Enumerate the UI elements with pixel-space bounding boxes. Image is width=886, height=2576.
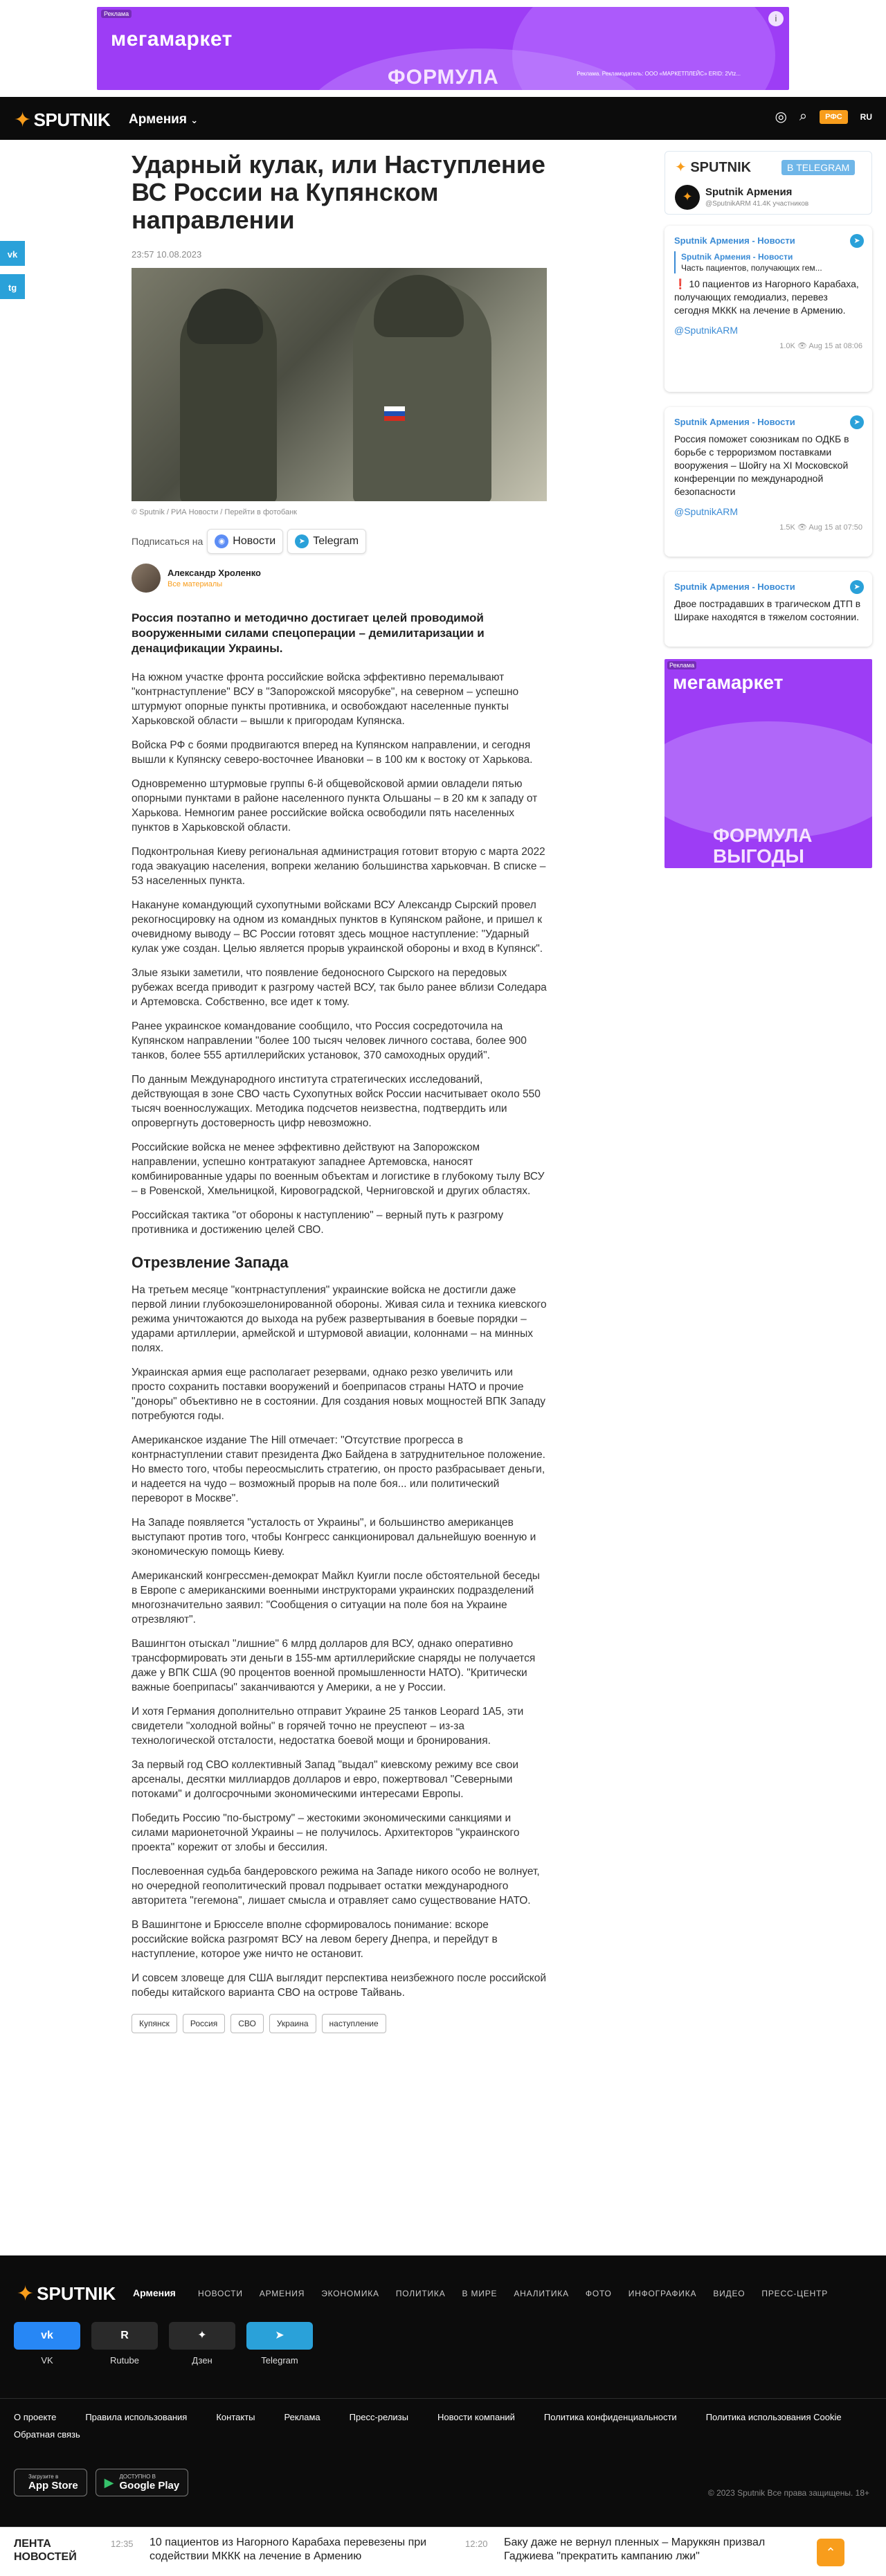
flag-patch <box>384 406 405 421</box>
footer-nav-item[interactable]: В МИРЕ <box>462 2289 498 2298</box>
article-paragraph: Подконтрольная Киеву региональная администрация готовит вторую с марта 2022 года эвакуацию населения, вопреки желанию большинства харьковчан. В списке – 53 населенных пункта. <box>132 846 546 887</box>
article-date: 23:57 10.08.2023 <box>132 249 202 260</box>
footer-apps <box>14 2322 313 2366</box>
footer-nav-item[interactable]: АНАЛИТИКА <box>514 2289 569 2298</box>
ad-label: Реклама <box>101 10 132 18</box>
article-paragraph: На Западе появляется "усталость от Украины", и большинство американцев выступают против того, чтобы Конгресс санкционировал дальнейшую военную и экономическую помощь Киеву. <box>132 1517 536 1558</box>
article-subheading: Отрезвление Запада <box>132 1254 289 1271</box>
article-paragraph: Послевоенная судьба бандеровского режима на Западе никого особо не волнует, но очередной геополитический провал подрывает остатки международного авторитета "гегемона", лишает смысла и отравляет само существование НАТО. <box>132 1866 540 1907</box>
channel-avatar: ✦ <box>675 185 700 210</box>
post-reply-quote <box>674 251 862 273</box>
site-logo[interactable] <box>14 109 110 131</box>
news-ticker <box>0 2527 886 2576</box>
telegram-icon: ➤ <box>850 234 864 248</box>
subscribe-telegram-button[interactable] <box>287 529 366 554</box>
tag-link[interactable]: СВО <box>230 2014 264 2033</box>
post-meta: 1.5K 👁 Aug 15 at 07:50 <box>779 523 862 532</box>
telegram-widget-header[interactable] <box>664 151 872 215</box>
ad-legal: Реклама. Рекламодатель: ООО «МАРКЕТПЛЕЙС» ERID: 2Vtz... <box>577 71 741 77</box>
post-meta: 1.0K 👁 Aug 15 at 08:06 <box>779 342 862 350</box>
footer-nav-item[interactable]: ВИДЕО <box>713 2289 745 2298</box>
quote-title: Sputnik Армения - Новости <box>681 252 793 262</box>
sputnik-star-icon: ✦ <box>14 108 31 132</box>
ticker-time: 12:35 <box>111 2539 134 2549</box>
subscribe-label: Подписаться на <box>132 536 204 547</box>
footer-link[interactable]: Новости компаний <box>437 2412 515 2422</box>
podcast-icon[interactable]: ◎ <box>775 109 787 125</box>
ticker-label-line: ЛЕНТА <box>14 2538 51 2550</box>
widget-logo <box>675 159 751 176</box>
vk-icon: vk <box>7 249 18 260</box>
app-label: Дзен <box>192 2355 213 2366</box>
post-text: ❗ 10 пациентов из Нагорного Карабаха, получающих гемодиализ, перевез сегодня МККК на лечение в Армению. <box>674 278 859 316</box>
post-channel[interactable]: Sputnik Армения - Новости <box>674 582 795 592</box>
post-channel[interactable]: Sputnik Армения - Новости <box>674 417 795 427</box>
footer-logo-text: SPUTNIK <box>37 2283 116 2304</box>
google-play-badge[interactable] <box>96 2469 189 2496</box>
gplay-small-label: ДОСТУПНО В <box>119 2474 156 2480</box>
widget-logo-text: SPUTNIK <box>690 160 752 175</box>
article-photo[interactable] <box>132 268 547 501</box>
footer-nav-item[interactable]: ИНФОГРАФИКА <box>628 2289 697 2298</box>
sidebar <box>664 151 872 215</box>
author-name[interactable]: Александр Хроленко <box>168 568 261 578</box>
footer-link[interactable]: Контакты <box>216 2412 255 2422</box>
region-selector[interactable] <box>129 112 198 127</box>
top-ad-banner[interactable] <box>97 7 789 90</box>
app-store-badge[interactable] <box>14 2469 87 2496</box>
subscribe-bar <box>132 529 547 554</box>
article-paragraph: Одновременно штурмовые группы 6-й общевойсковой армии овладели пятью опорными пунктами в районе населенного пункта Ольшаны – в 20 км к западу от Харькова. Немногим ранее российские войска освободили пять населенных пунктов в Харьковской области. <box>132 778 538 834</box>
footer-nav-item[interactable]: ФОТО <box>585 2289 612 2298</box>
article-paragraph: Украинская армия еще располагает резервами, однако резко увеличить или просто сохранить поставки вооружений и боеприпасов страны НАТО и прочие "доноры" объективно не в состоянии. Для создания новых мощностей ВПК Западу потребуются годы. <box>132 1367 546 1422</box>
subscribe-telegram-label: Telegram <box>313 535 359 547</box>
tag-list <box>132 2014 547 2033</box>
footer-app-vk[interactable] <box>14 2322 80 2366</box>
ticker-item[interactable]: Баку даже не вернул пленных – Маруккян призвал Гаджиева "прекратить кампанию лжи" <box>504 2537 766 2562</box>
subscribe-news-button[interactable] <box>207 529 283 554</box>
article-paragraph: Злые языки заметили, что появление бедоносного Сырского на передовых рубежах всегда приводит к разгрому частей ВСУ, так было ранее вблизи Соледара и Артемовска. Собственно, все идет к тому. <box>132 967 547 1008</box>
chevron-up-icon: ⌃ <box>825 2546 836 2559</box>
telegram-icon: ➤ <box>850 580 864 594</box>
footer-nav-item[interactable]: ЭКОНОМИКА <box>321 2289 379 2298</box>
footer-link[interactable]: Обратная связь <box>14 2429 80 2440</box>
channel-name: Sputnik Армения <box>705 186 793 198</box>
sidebar-ad-banner[interactable] <box>664 659 872 868</box>
post-channel[interactable]: Sputnik Армения - Новости <box>674 235 795 246</box>
ticker-label[interactable] <box>14 2537 77 2564</box>
post-text: Россия поможет союзникам по ОДКБ в борьбе с терроризмом поставками вооружения – Шойгу на XI Московской конференции по международной безопасности <box>674 433 849 497</box>
ticker-label-line: НОВОСТЕЙ <box>14 2551 77 2563</box>
article-title: Ударный кулак, или Наступление ВС России на Купянском направлении <box>132 150 545 234</box>
tag-link[interactable]: наступление <box>322 2014 386 2033</box>
article <box>132 151 547 2033</box>
footer-link[interactable]: Политика использования Cookie <box>705 2412 842 2422</box>
post-link[interactable]: @SputnikARM <box>674 325 739 336</box>
footer-link[interactable]: Правила использования <box>85 2412 188 2422</box>
channel-subscribers: @SputnikARM 41.4K участников <box>705 200 809 208</box>
appstore-label: App Store <box>28 2480 78 2492</box>
radio-button[interactable]: РФС <box>820 110 848 124</box>
logo-text: SPUTNIK <box>33 109 111 130</box>
footer-nav-item[interactable]: ПОЛИТИКА <box>395 2289 446 2298</box>
share-telegram-button[interactable] <box>0 274 25 299</box>
telegram-post[interactable] <box>664 226 872 392</box>
ad-label: Реклама <box>667 661 696 669</box>
photo-figure <box>374 275 464 337</box>
article-paragraph: Войска РФ с боями продвигаются вперед на Купянском направлении, и сегодня вышли к Купянску северо-восточнее Ивановки – в 100 км к востоку от Харькова. <box>132 739 533 766</box>
article-paragraph: За первый год СВО коллективный Запад "выдал" киевскому режиму все свои арсеналы, десятки миллиардов долларов и евро, пожертвовал "Северными потоками" и долгосрочными экономическими интересами Европы. <box>132 1759 519 1800</box>
footer-nav <box>198 2289 828 2298</box>
scroll-up-button[interactable] <box>817 2539 844 2566</box>
ad-slogan: ФОРМУЛА ВЫГОДЫ <box>713 825 813 867</box>
article-paragraph: Победить Россию "по-быстрому" – жестокими экономическими санкциями и силами марионеточной Украины – не получилось. Архитекторов "украинского проекта" корежит от злобы и бессилия. <box>132 1812 520 1853</box>
footer-nav-item[interactable]: НОВОСТИ <box>198 2289 243 2298</box>
ad-brand: мегамаркет <box>111 28 233 51</box>
gplay-label: Google Play <box>119 2480 180 2492</box>
ad-slogan: ФОРМУЛА <box>388 66 499 89</box>
app-label: Telegram <box>261 2355 298 2366</box>
app-label: Rutube <box>110 2355 139 2366</box>
app-label: VK <box>41 2355 53 2366</box>
article-paragraph: И хотя Германия дополнительно отправит Украине 25 танков Leopard 1A5, эти свидетели "холодной войны" в горячей точно не преуспеют – из-за технологической отсталости, недостатка боевой мощи и бронирования. <box>132 1706 524 1747</box>
article-paragraph: По данным Международного института стратегических исследований, действующая в зоне СВО часть Сухопутных войск России насчитывает около 550 тысяч военнослужащих. Методика подсчетов неизвестна, подтвердить или опровергнуть достоверность цифр невозможно. <box>132 1074 541 1129</box>
subscribe-news-label: Новости <box>233 535 276 547</box>
footer-logo[interactable] <box>17 2282 116 2306</box>
article-paragraph: И совсем зловеще для США выглядит перспектива неизбежного после российской победы китайского варианта СВО на острове Тайвань. <box>132 1972 546 1999</box>
footer-nav-item[interactable]: АРМЕНИЯ <box>259 2289 305 2298</box>
article-paragraph: На южном участке фронта российские войска эффективно перемалывают "контрнаступление" ВСУ в "Запорожской мясорубке", на северном – успешно штурмуют опорные пункты противника, и освобождают населенные пункты Харьковской области – вышли к пригородам Купянска. <box>132 672 519 727</box>
article-paragraph: Ранее украинское командование сообщило, что Россия сосредоточила на Купянском направлении "более 100 тысяч человек личного состава, более 900 танков, более 555 артиллерийских установок, 370 самоходных орудий". <box>132 1020 527 1061</box>
sputnik-star-icon: ✦ <box>675 160 687 175</box>
article-paragraph: Американское издание The Hill отмечает: "Отсутствие прогресса в контрнаступлении ставит президента Джо Байдена в затруднительное положение. Но вместо того, чтобы переосмыслить стратегию, он просто разбрасывает деньги, и надеется на чудо – возможный прорыв на поле боя... или политический переворот в Москве". <box>132 1434 545 1504</box>
tag-link[interactable]: Украина <box>269 2014 316 2033</box>
footer-links <box>14 2412 872 2440</box>
google-play-icon: ▶ <box>104 2475 114 2489</box>
share-vk-button[interactable] <box>0 241 25 266</box>
author-avatar <box>132 564 161 593</box>
telegram-post[interactable] <box>664 407 872 557</box>
footer-divider <box>0 2398 886 2399</box>
tag-link[interactable]: Россия <box>183 2014 225 2033</box>
article-paragraph: Американский конгрессмен-демократ Майкл Куигли после обстоятельной беседы в Европе с американскими военными инструкторами украинских подразделений многозначительно заявил: "Сообщения о ситуации на поле боя на Украине отрезвляют". <box>132 1570 540 1625</box>
article-body-part-1 <box>132 670 547 1237</box>
telegram-icon: ➤ <box>295 534 309 548</box>
article-paragraph: На третьем месяце "контрнаступления" украинские войска не достигли даже первой линии глубокоэшелонированной обороны. Живая сила и техника киевского режима уничтожаются до выхода на рубеж развертывания в боевые порядки – ударами артиллерии, армейской и штурмовой авиации, колоннами – на минных полях. <box>132 1284 547 1354</box>
appstore-small-label: Загрузите в <box>28 2474 59 2480</box>
telegram-icon: ➤ <box>850 415 864 429</box>
footer-app-дзен[interactable] <box>169 2322 235 2366</box>
ticker-time: 12:20 <box>465 2539 488 2549</box>
article-paragraph: Накануне командующий сухопутными войсками ВСУ Александр Сырский провел рекогносцировку на одном из командных пунктов в Купянском районе, и пришел к очевидному выводу – ВС России готовят здесь мощное наступление: "Ударный кулак уже создан. Целью является прорыв украинской обороны и вход в Купянск". <box>132 899 543 955</box>
footer-link[interactable]: Реклама <box>284 2412 320 2422</box>
app-icon: vk <box>14 2322 80 2350</box>
quote-text: Часть пациентов, получающих гем... <box>681 263 822 273</box>
article-paragraph: В Вашингтоне и Брюсселе вполне сформировалось понимание: вскоре российские войска разгромят ВСУ на левом берегу Днепра, и перейдут в наступление, которое уже ничто не остановит. <box>132 1919 498 1960</box>
author-all-link[interactable]: Все материалы <box>168 580 223 588</box>
chevron-down-icon: ⌄ <box>190 115 199 125</box>
ad-info-icon[interactable]: i <box>768 11 784 26</box>
ticker-item[interactable]: 10 пациентов из Нагорного Карабаха перевезены при содействии МККК на лечение в Армению <box>150 2537 427 2562</box>
app-icon: R <box>91 2322 158 2350</box>
footer-nav-item[interactable]: ПРЕСС-ЦЕНТР <box>761 2289 829 2298</box>
telegram-post[interactable] <box>664 572 872 647</box>
tag-link[interactable]: Купянск <box>132 2014 177 2033</box>
site-header <box>0 97 886 140</box>
article-paragraph: Российская тактика "от обороны к наступлению" – верный путь к разгрому противника и достижению целей СВО. <box>132 1209 504 1236</box>
open-telegram-button[interactable]: В TELEGRAM <box>781 160 855 175</box>
article-lead: Россия поэтапно и методично достигает целей проводимой вооруженными силами спецоперации – демилитаризации и денацификации Украины. <box>132 611 485 655</box>
photo-caption: © Sputnik / РИА Новости / Перейти в фотобанк <box>132 508 297 516</box>
footer-region: Армения <box>133 2287 176 2298</box>
article-paragraph: Вашингтон отыскал "лишние" 6 млрд долларов для ВСУ, однако оперативно трансформировать эти деньги в 155-мм артиллерийские снаряды не получается даже у ВПК США (90 процентов военной промышленности НАТО). "Критически важные боеприпасы" заканчиваются у Америки, а не у России. <box>132 1638 536 1693</box>
post-link[interactable]: @SputnikARM <box>674 506 739 517</box>
footer-app-telegram[interactable] <box>246 2322 313 2366</box>
photo-figure <box>187 289 263 344</box>
app-icon: ➤ <box>246 2322 313 2350</box>
sputnik-star-icon: ✦ <box>17 2282 35 2305</box>
footer-link[interactable]: Пресс-релизы <box>349 2412 408 2422</box>
copyright: © 2023 Sputnik Все права защищены. 18+ <box>707 2488 869 2498</box>
footer-link[interactable]: Политика конфиденциальности <box>543 2412 677 2422</box>
news-icon: ◉ <box>215 534 228 548</box>
post-text: Двое пострадавших в трагическом ДТП в Шираке находятся в тяжелом состоянии. <box>674 598 861 622</box>
store-badges <box>14 2469 188 2496</box>
search-icon[interactable]: ⌕ <box>799 109 808 124</box>
telegram-icon: tg <box>8 282 17 293</box>
region-label: Армения <box>129 112 187 127</box>
ad-brand: мегамаркет <box>673 672 784 693</box>
ad-decoration <box>664 721 872 839</box>
language-selector[interactable]: RU <box>860 111 872 122</box>
app-icon: ✦ <box>169 2322 235 2350</box>
footer-link[interactable]: О проекте <box>14 2412 57 2422</box>
article-body-part-2 <box>132 1283 547 2000</box>
article-paragraph: Российские войска не менее эффективно действуют на Запорожском направлении, успешно контратакуют западнее Артемовска, наносят комбинированные удары по военным объектам и логистике в глубокому тылу ВСУ – в Ровенской, Хмельницкой, Кировоградской, Черниговской и других областях. <box>132 1142 545 1197</box>
author-block[interactable] <box>132 564 547 593</box>
footer-app-rutube[interactable] <box>91 2322 158 2366</box>
